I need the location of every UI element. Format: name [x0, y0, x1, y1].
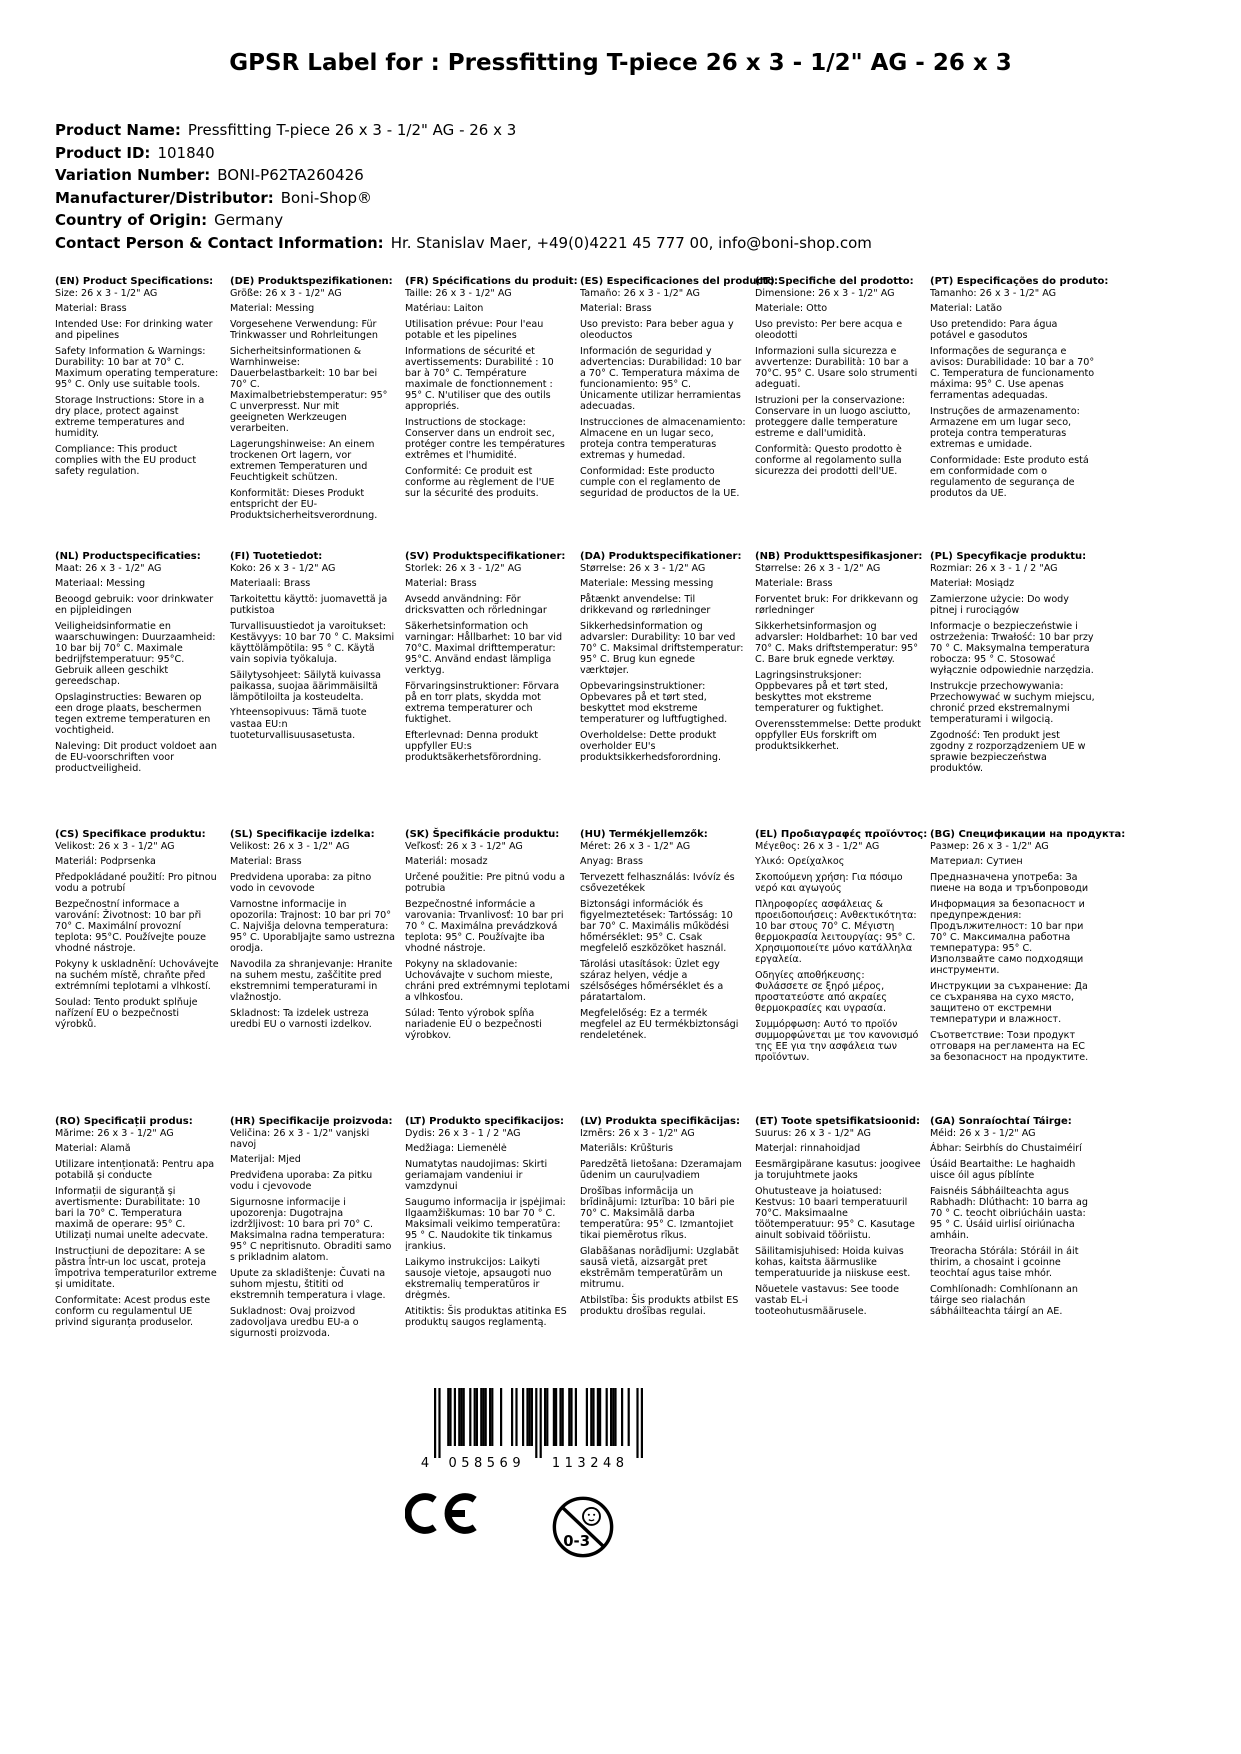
- spec-heading-es: (ES) Especificaciones del producto:: [580, 276, 779, 287]
- spec-paragraph: Pokyny na skladovanie: Uchovávajte v suchom mieste, chráni pred extrémnymi teplotami a vlhkosťou.: [405, 958, 570, 1004]
- spec-paragraph: Saugumo informacija ir įspėjimai: Ilgaamžiškumas: 10 bar 70 ° C. Maksimali veikimo temperatūra: 95 ° C. Naudokite tik tinkamus įrankius.: [405, 1196, 566, 1253]
- page-title: GPSR Label for : Pressfitting T-piece 26 x 3 - 1/2" AG - 26 x 3: [229, 50, 1012, 76]
- spec-paragraph: Atitiktis: Šis produktas atitinka ES produktų saugos reglamentą.: [405, 1305, 567, 1328]
- spec-heading-cs: (CS) Specifikace produktu:: [55, 829, 206, 840]
- spec-paragraph: Mărime: 26 x 3 - 1/2" AG: [55, 1127, 174, 1139]
- spec-paragraph: Rozmiar: 26 x 3 - 1 / 2 "AG: [930, 562, 1058, 574]
- spec-heading-fr: (FR) Spécifications du produit:: [405, 276, 578, 287]
- product-id-value: 101840: [157, 143, 215, 162]
- barcode-group1: 058569: [448, 1456, 526, 1470]
- spec-paragraph: Πληροφορίες ασφάλειας & προειδοποιήσεις: Ανθεκτικότητα: 10 bar στους 70° C. Μέγιστη θερμοκρασία λειτουργίας: 95° C. Χρησιμοποιείτε μόνο κατάλληλα εργαλεία.: [755, 898, 917, 966]
- spec-paragraph: Predvidena uporaba: za pitno vodo in cevovode: [230, 871, 372, 894]
- spec-paragraph: Informations de sécurité et avertissements: Durabilité : 10 bar à 70° C. Température maximale de fonctionnement : 95° C. N'utiliser que des outils appropriés.: [405, 345, 554, 413]
- contact-label: Contact Person & Contact Information:: [55, 233, 384, 252]
- spec-paragraph: Materiale: Messing messing: [580, 578, 714, 590]
- spec-paragraph: Υλικό: Ορείχαλκος: [755, 856, 845, 868]
- spec-block-cs: [55, 829, 230, 1116]
- spec-paragraph: Veličina: 26 x 3 - 1/2" vanjski navoj: [230, 1127, 370, 1150]
- spec-paragraph: Bezpečnostní informace a varování: Životnost: 10 bar při 70° C. Maximální provozní teplota: 95°C. Používejte pouze vhodné nástroje.: [55, 898, 207, 955]
- spec-block-it: [755, 276, 930, 551]
- spec-heading-bg: (BG) Спецификации на продукта:: [930, 829, 1126, 840]
- spec-heading-it: (IT) Specifiche del prodotto:: [755, 276, 914, 287]
- barcode-group2: 113248: [551, 1456, 629, 1470]
- spec-paragraph: Uso previsto: Per bere acqua e oleodotti: [755, 318, 903, 341]
- spec-paragraph: Größe: 26 x 3 - 1/2" AG: [230, 287, 342, 299]
- spec-heading-lt: (LT) Produkto specifikacijos:: [405, 1116, 565, 1127]
- spec-paragraph: Pokyny k uskladnění: Uchovávejte na suchém místě, chraňte před extrémními teplotami a vlhkostí.: [55, 958, 219, 992]
- spec-paragraph: Informații de siguranță și avertismente: Durabilitate: 10 bari la 70° C. Temperatura maximă de operare: 95° C. Utilizați numai unelte adecvate.: [55, 1185, 209, 1242]
- spec-paragraph: Istruzioni per la conservazione: Conservare in un luogo asciutto, proteggere dalle temperature estreme e dall'umidità.: [755, 394, 911, 439]
- spec-block-hu: [580, 829, 755, 1116]
- spec-heading-et: (ET) Toote spetsifikatsioonid:: [755, 1116, 921, 1127]
- product-info: [55, 119, 872, 254]
- spec-paragraph: Anyag: Brass: [580, 856, 643, 868]
- spec-paragraph: Size: 26 x 3 - 1/2" AG: [55, 287, 158, 299]
- spec-paragraph: Turvallisuustiedot ja varoitukset: Kestävyys: 10 bar 70 ° C. Maksimi käyttölämpötila: 95 ° C. Käytä vain sopivia työkaluja.: [230, 620, 395, 665]
- spec-block-nb: [755, 551, 930, 829]
- spec-paragraph: Vorgesehene Verwendung: Für Trinkwasser und Rohrleitungen: [230, 318, 378, 341]
- spec-block-et: [755, 1116, 930, 1390]
- spec-paragraph: Comhlíonadh: Comhlíonann an táirge seo rialachán sábháilteachta táirgí an AE.: [930, 1283, 1078, 1317]
- spec-paragraph: Medžiaga: Liemenėlė: [405, 1143, 507, 1155]
- manufacturer-value: Boni-Shop®: [280, 188, 373, 207]
- spec-paragraph: Materiāls: Krūšturis: [580, 1143, 674, 1155]
- spec-paragraph: Sigurnosne informacije i upozorenja: Dugotrajna izdržljivost: 10 bara pri 70° C. Maksimalna radna temperatura: 95° C nepritisnuto. Obraditi samo s prikladnim alatom.: [230, 1196, 392, 1264]
- spec-paragraph: Sicherheitsinformationen & Warnhinweise: Dauerbelastbarkeit: 10 bar bei 70° C. Maximalbetriebstemperatur: 95° C unverpresst. Nur mit geeigneten Werkzeugen verarbeiten.: [230, 345, 388, 435]
- spec-paragraph: Upute za skladištenje: Čuvati na suhom mjestu, štititi od ekstremnih temperatura i vlage.: [230, 1267, 386, 1302]
- spec-paragraph: Uso pretendido: Para água potável e gasodutos: [930, 318, 1058, 341]
- ean-barcode: [418, 1388, 658, 1474]
- spec-paragraph: Forventet bruk: For drikkevann og rørledninger: [755, 593, 919, 616]
- spec-paragraph: Påtænkt anvendelse: Til drikkevand og rørledninger: [580, 593, 711, 616]
- spec-paragraph: Compliance: This product complies with the EU product safety regulation.: [55, 443, 197, 477]
- spec-paragraph: Paredzētā lietošana: Dzeramajam ūdenim un cauruļvadiem: [580, 1158, 742, 1181]
- spec-paragraph: Předpokládané použití: Pro pitnou vodu a potrubí: [55, 871, 217, 894]
- barcode-left-digit: 4: [420, 1456, 430, 1470]
- spec-paragraph: Tervezett felhasználás: Ivóvíz és csővezetékek: [580, 871, 735, 894]
- spec-paragraph: Určené použitie: Pre pitnú vodu a potrubia: [405, 871, 565, 894]
- spec-block-da: [580, 551, 755, 829]
- spec-paragraph: Utilisation prévue: Pour l'eau potable et les pipelines: [405, 318, 544, 341]
- spec-paragraph: Informações de segurança e avisos: Durabilidade: 10 bar a 70° C. Temperatura de funcionamento máxima: 95° C. Use apenas ferramentas adequadas.: [930, 345, 1095, 402]
- spec-heading-hu: (HU) Termékjellemzők:: [580, 829, 708, 840]
- spec-block-pt: [930, 276, 1109, 551]
- spec-paragraph: Material: Alamă: [55, 1143, 131, 1155]
- spec-block-de: [230, 276, 405, 551]
- spec-paragraph: Yhteensopivuus: Tämä tuote vastaa EU:n tuoteturvallisuusasetusta.: [230, 707, 367, 741]
- spec-paragraph: Izmērs: 26 x 3 - 1/2" AG: [580, 1127, 695, 1139]
- age-warning: [549, 1492, 617, 1566]
- spec-paragraph: Οδηγίες αποθήκευσης: Φυλάσσετε σε ξηρό μέρος, προστατεύστε από ακραίες θερμοκρασίες και υγρασία.: [755, 969, 887, 1015]
- spec-block-fi: [230, 551, 405, 829]
- manufacturer-label: Manufacturer/Distributor:: [55, 188, 274, 207]
- spec-paragraph: Conformità: Questo prodotto è conforme al regolamento sulla sicurezza dei prodotti dell'UE.: [755, 443, 902, 477]
- spec-paragraph: Säkerhetsinformation och varningar: Hållbarhet: 10 bar vid 70°C. Maximal drifttemperatur: 95°C. Använd endast lämpliga verktyg.: [405, 620, 563, 677]
- spec-paragraph: Matériau: Laiton: [405, 303, 484, 315]
- spec-paragraph: Varnostne informacije in opozorila: Trajnost: 10 bar pri 70° C. Najvišja delovna temperatura: 95° C. Uporabljajte samo ustrezna orodja.: [230, 898, 395, 955]
- spec-block-ga: [930, 1116, 1105, 1390]
- spec-paragraph: Tamaño: 26 x 3 - 1/2" AG: [580, 287, 700, 299]
- spec-paragraph: Overensstemmelse: Dette produkt oppfyller EUs forskrift om produktsikkerhet.: [755, 718, 921, 752]
- spec-paragraph: Úsáid Beartaithe: Le haghaidh uisce óil agus píblínte: [930, 1158, 1076, 1181]
- spec-paragraph: Safety Information & Warnings: Durability: 10 bar at 70° C. Maximum operating temperature: 95° C. Only use suitable tools.: [55, 345, 219, 390]
- spec-paragraph: Conformidade: Este produto está em conformidade com o regulamento de segurança de produtos da UE.: [930, 454, 1089, 500]
- spec-block-lt: [405, 1116, 580, 1390]
- spec-block-lv: [580, 1116, 755, 1390]
- spec-paragraph: Súlad: Tento výrobok spĺňa nariadenie EÚ o bezpečnosti výrobkov.: [405, 1007, 542, 1041]
- spec-paragraph: Størrelse: 26 x 3 - 1/2" AG: [580, 562, 706, 574]
- spec-paragraph: Megfelelőség: Ez a termék megfelel az EU termékbiztonsági rendeletének.: [580, 1007, 739, 1041]
- spec-heading-sl: (SL) Specifikacije izdelka:: [230, 829, 375, 840]
- spec-paragraph: Predviđena uporaba: Za pitku vodu i cjevovode: [230, 1169, 373, 1193]
- spec-paragraph: Skladnost: Ta izdelek ustreza uredbi EU o varnosti izdelkov.: [230, 1007, 372, 1030]
- spec-paragraph: Μέγεθος: 26 x 3 - 1/2" AG: [755, 840, 880, 852]
- spec-paragraph: Material: Messing: [230, 303, 315, 315]
- spec-paragraph: Dimensione: 26 x 3 - 1/2" AG: [755, 287, 895, 299]
- spec-heading-sv: (SV) Produktspecifikationer:: [405, 551, 566, 562]
- variation-number-row: [55, 164, 872, 187]
- spec-paragraph: Material: Latão: [930, 303, 1002, 315]
- country-of-origin-label: Country of Origin:: [55, 211, 208, 229]
- spec-paragraph: Instruções de armazenamento: Armazene em um lugar seco, proteja contra temperaturas extremas e umidade.: [930, 405, 1080, 451]
- spec-heading-ga: (GA) Sonraíochtaí Táirge:: [930, 1116, 1072, 1127]
- contact-value: Hr. Stanislav Maer, +49(0)4221 45 777 00, info@boni-shop.com: [390, 233, 872, 252]
- spec-paragraph: Størrelse: 26 x 3 - 1/2" AG: [755, 562, 881, 574]
- spec-heading-fi: (FI) Tuotetiedot:: [230, 551, 323, 562]
- spec-paragraph: Materiaali: Brass: [230, 578, 311, 590]
- spec-paragraph: Instrucciones de almacenamiento: Almacene en un lugar seco, proteja contra temperaturas extremas y humedad.: [580, 416, 746, 462]
- spec-heading-el: (EL) Προδιαγραφές προϊόντος:: [755, 829, 928, 840]
- product-name-value: Pressfitting T-piece 26 x 3 - 1/2" AG - 26 x 3: [187, 121, 517, 139]
- spec-paragraph: Instrukcje przechowywania: Przechowywać w suchym miejscu, chronić przed ekstremalnymi temperaturami i wilgocią.: [930, 680, 1095, 726]
- spec-heading-pl: (PL) Specyfikacje produktu:: [930, 551, 1087, 562]
- spec-paragraph: Uso previsto: Para beber agua y oleoductos: [580, 318, 734, 341]
- spec-paragraph: Tarkoitettu käyttö: juomavettä ja putkistoa: [230, 593, 388, 616]
- spec-paragraph: Atbilstība: Šis produkts atbilst ES produktu drošības regulai.: [580, 1294, 739, 1317]
- spec-paragraph: Storage Instructions: Store in a dry place, protect against extreme temperatures and humidity.: [55, 394, 205, 439]
- spec-paragraph: Laikymo instrukcijos: Laikyti sausoje vietoje, apsaugoti nuo ekstremalių temperatūros ir drėgmės.: [405, 1256, 552, 1302]
- spec-paragraph: Méid: 26 x 3 - 1/2" AG: [930, 1127, 1036, 1139]
- spec-paragraph: Materjal: rinnahoidjad: [755, 1143, 861, 1155]
- spec-paragraph: Инструкции за съхранение: Да се съхранява на сухо място, защитено от екстремни температури и влажност.: [930, 980, 1088, 1026]
- spec-paragraph: Maat: 26 x 3 - 1/2" AG: [55, 562, 162, 574]
- spec-paragraph: Conformidad: Este producto cumple con el reglamento de seguridad de productos de la UE.: [580, 465, 740, 500]
- spec-paragraph: Veiligheidsinformatie en waarschuwingen: Duurzaamheid: 10 bar bij 70° C. Maximale bedrijfstemperatuur: 95°C. Gebruik alleen geschikt gereedschap.: [55, 620, 216, 688]
- age-warning-icon: [549, 1492, 617, 1562]
- spec-paragraph: Instrucțiuni de depozitare: A se păstra într-un loc uscat, proteja împotriva temperaturilor extreme și umiditate.: [55, 1245, 217, 1291]
- spec-block-hr: [230, 1116, 405, 1390]
- spec-paragraph: Bezpečnostné informácie a varovania: Trvanlivosť: 10 bar pri 70 ° C. Maximálna prevádzková teplota: 95° C. Používajte iba vhodné nástroje.: [405, 898, 564, 955]
- spec-paragraph: Предназначена употреба: За пиене на вода и тръбопроводи: [930, 871, 1089, 894]
- spec-paragraph: Información de seguridad y advertencias: Durabilidad: 10 bar a 70° C. Temperatura máxima de funcionamiento: 95° C. Únicamente utilizar herramientas adecuadas.: [580, 345, 742, 413]
- spec-heading-da: (DA) Produktspecifikationer:: [580, 551, 742, 562]
- spec-block-ro: [55, 1116, 230, 1390]
- spec-heading-de: (DE) Produktspezifikationen:: [230, 276, 393, 287]
- spec-paragraph: Informazioni sulla sicurezza e avvertenze: Durabilità: 10 bar a 70°C. 95° C. Usare solo strumenti adeguati.: [755, 345, 918, 390]
- spec-paragraph: Säilitamisjuhised: Hoida kuivas kohas, kaitsta äärmuslike temperatuuride ja niiskuse eest.: [755, 1245, 911, 1279]
- spec-heading-nb: (NB) Produkttspesifikasjoner:: [755, 551, 923, 562]
- spec-paragraph: Intended Use: For drinking water and pipelines: [55, 318, 213, 341]
- spec-paragraph: Beoogd gebruik: voor drinkwater en pijpleidingen: [55, 593, 214, 616]
- spec-paragraph: Sukladnost: Ovaj proizvod zadovoljava uredbu EU-a o sigurnosti proizvoda.: [230, 1305, 359, 1340]
- country-of-origin-row: [55, 209, 872, 232]
- spec-paragraph: Overholdelse: Dette produkt overholder EU's produktsikkerhedsforordning.: [580, 729, 722, 763]
- spec-paragraph: Material: Brass: [230, 856, 302, 868]
- spec-paragraph: Materijal: Mjed: [230, 1154, 301, 1166]
- spec-paragraph: Opslaginstructies: Bewaren op een droge plaats, beschermen tegen extreme temperaturen en vochtigheid.: [55, 691, 211, 737]
- spec-heading-en: (EN) Product Specifications:: [55, 276, 214, 287]
- spec-block-en: [55, 276, 230, 551]
- product-name-row: [55, 119, 872, 142]
- spec-paragraph: Размер: 26 x 3 - 1/2" AG: [930, 840, 1049, 852]
- spec-paragraph: Soulad: Tento produkt splňuje nařízení EU o bezpečnosti výrobků.: [55, 996, 198, 1030]
- spec-paragraph: Veľkosť: 26 x 3 - 1/2" AG: [405, 840, 523, 852]
- spec-paragraph: Zamierzone użycie: Do wody pitnej i rurociągów: [930, 593, 1069, 616]
- spec-block-sl: [230, 829, 405, 1116]
- spec-paragraph: Treoracha Stórála: Stóráil in áit thirim, a chosaint i gcoinne teochtaí agus taise mhór.: [930, 1245, 1079, 1279]
- spec-paragraph: Material: Brass: [405, 578, 477, 590]
- spec-paragraph: Avsedd användning: För dricksvatten och rörledningar: [405, 593, 547, 616]
- spec-paragraph: Material: Brass: [55, 303, 127, 315]
- spec-paragraph: Nõuetele vastavus: See toode vastab EL-i tooteohutusmäärusele.: [755, 1283, 899, 1317]
- country-of-origin-value: Germany: [214, 211, 284, 229]
- spec-paragraph: Taille: 26 x 3 - 1/2" AG: [405, 287, 512, 299]
- manufacturer-row: [55, 187, 872, 210]
- spec-paragraph: Förvaringsinstruktioner: Förvara på en torr plats, skydda mot extrema temperaturer och fuktighet.: [405, 680, 560, 726]
- spec-paragraph: Ohutusteave ja hoiatused: Kestvus: 10 baari temperatuuril 70°C. Maksimaalne töötemperatuur: 95° C. Kasutage ainult sobivaid tööriistu.: [755, 1185, 915, 1242]
- age-warning-label: 0-3: [563, 1533, 591, 1551]
- spec-block-sk: [405, 829, 580, 1116]
- spec-paragraph: Dydis: 26 x 3 - 1 / 2 "AG: [405, 1127, 521, 1139]
- spec-paragraph: Materiaal: Messing: [55, 578, 146, 590]
- spec-paragraph: Materiál: Podprsenka: [55, 856, 156, 868]
- spec-paragraph: Sikkerhedsinformation og advarsler: Durability: 10 bar ved 70° C. Maksimal driftstemperatur: 95° C. Brug kun egnede værktøjer.: [580, 620, 744, 677]
- spec-heading-hr: (HR) Specifikacije proizvoda:: [230, 1116, 393, 1127]
- spec-paragraph: Tamanho: 26 x 3 - 1/2" AG: [930, 287, 1057, 299]
- spec-paragraph: Utilizare intenționată: Pentru apa potabilă și conducte: [55, 1158, 215, 1181]
- spec-paragraph: Материал: Сутиен: [930, 856, 1023, 868]
- variation-number-label: Variation Number:: [55, 166, 211, 184]
- spec-paragraph: Σκοπούμενη χρήση: Για πόσιμο νερό και αγωγούς: [755, 871, 903, 894]
- spec-paragraph: Efterlevnad: Denna produkt uppfyller EU:s produktsäkerhetsförordning.: [405, 729, 542, 763]
- spec-block-sv: [405, 551, 580, 829]
- spec-paragraph: Instructions de stockage: Conserver dans un endroit sec, protéger contre les températures extrêmes et l'humidité.: [405, 416, 565, 462]
- spec-paragraph: Säilytysohjeet: Säilytä kuivassa paikassa, suojaa äärimmäisiltä lämpötiloilta ja kosteudelta.: [230, 669, 381, 703]
- spec-block-nl: [55, 551, 230, 829]
- contact-row: [55, 232, 872, 255]
- ean-barcode-svg: [418, 1388, 658, 1470]
- spec-paragraph: Materiale: Brass: [755, 578, 833, 590]
- spec-paragraph: Materiál: mosadz: [405, 856, 488, 868]
- spec-heading-ro: (RO) Specificații produs:: [55, 1116, 193, 1127]
- spec-paragraph: Navodila za shranjevanje: Hranite na suhem mestu, zaščitite pred ekstremnimi temperaturami in vlažnostjo.: [230, 958, 393, 1004]
- spec-paragraph: Sikkerhetsinformasjon og advarsler: Holdbarhet: 10 bar ved 70° C. Maks driftstemperatur: 95° C. Bare bruk egnede verktøy.: [755, 620, 919, 665]
- variation-number-value: BONI-P62TA260426: [217, 166, 364, 184]
- spec-paragraph: Opbevaringsinstruktioner: Opbevares på et tørt sted, beskyttet mod ekstreme temperaturer og luftfugtighed.: [580, 680, 728, 726]
- spec-heading-lv: (LV) Produkta specifikācijas:: [580, 1116, 740, 1127]
- spec-block-el: [755, 829, 930, 1116]
- spec-paragraph: Konformität: Dieses Produkt entspricht der EU-Produktsicherheitsverordnung.: [230, 488, 378, 522]
- spec-paragraph: Méret: 26 x 3 - 1/2" AG: [580, 840, 691, 852]
- spec-heading-pt: (PT) Especificações do produto:: [930, 276, 1109, 287]
- spec-paragraph: Συμμόρφωση: Αυτό το προϊόν συμμορφώνεται με τον κανονισμό της ΕΕ για την ασφάλεια των προϊόντων.: [755, 1018, 919, 1064]
- spec-paragraph: Storlek: 26 x 3 - 1/2" AG: [405, 562, 522, 574]
- product-id-row: [55, 142, 872, 165]
- spec-paragraph: Zgodność: Ten produkt jest zgodny z rozporządzeniem UE w sprawie bezpieczeństwa produktów.: [930, 729, 1086, 775]
- spec-heading-sk: (SK) Špecifikácie produktu:: [405, 829, 560, 840]
- product-name-label: Product Name:: [55, 121, 181, 139]
- spec-paragraph: Glabāšanas norādījumi: Uzglabāt sausā vietā, aizsargāt pret ekstrēmām temperatūrām un mitrumu.: [580, 1245, 739, 1291]
- spec-block-fr: [405, 276, 580, 551]
- baby-face-icon: [583, 1508, 600, 1525]
- spec-paragraph: Suurus: 26 x 3 - 1/2" AG: [755, 1127, 871, 1139]
- spec-paragraph: Ábhar: Seirbhís do Chustaiméirí: [930, 1143, 1082, 1155]
- spec-heading-nl: (NL) Productspecificaties:: [55, 551, 201, 562]
- spec-paragraph: Informacje o bezpieczeństwie i ostrzeżenia: Trwałość: 10 bar przy 70 ° C. Maksymalna temperatura robocza: 95 ° C. Stosować wyłącznie odpowiednie narzędzia.: [930, 620, 1094, 677]
- spec-block-es: [580, 276, 779, 551]
- spec-paragraph: Lagerungshinweise: An einem trockenen Ort lagern, vor extremen Temperaturen und Feuchtigkeit schützen.: [230, 439, 375, 484]
- ce-mark: [405, 1490, 485, 1541]
- spec-paragraph: Conformitate: Acest produs este conform cu regulamentul UE privind siguranța produselor.: [55, 1294, 211, 1328]
- ce-mark-icon: [405, 1490, 485, 1537]
- spec-paragraph: Velikost: 26 x 3 - 1/2" AG: [55, 840, 175, 852]
- spec-paragraph: Lagringsinstruksjoner: Oppbevares på et tørt sted, beskyttes mot ekstreme temperaturer og fuktighet.: [755, 669, 888, 714]
- spec-paragraph: Biztonsági információk és figyelmeztetések: Tartósság: 10 bar 70° C. Maximális működési hőmérséklet: 95° C. Csak megfelelő eszközöket használ.: [580, 898, 733, 955]
- spec-paragraph: Naleving: Dit product voldoet aan de EU-voorschriften voor productveiligheid.: [55, 740, 217, 775]
- spec-paragraph: Koko: 26 x 3 - 1/2" AG: [230, 562, 336, 574]
- spec-paragraph: Materiał: Mosiądz: [930, 578, 1015, 590]
- spec-block-pl: [930, 551, 1105, 829]
- spec-paragraph: Numatytas naudojimas: Skirti geriamajam vandeniui ir vamzdynui: [405, 1158, 548, 1193]
- spec-paragraph: Conformité: Ce produit est conforme au règlement de l'UE sur la sécurité des produits.: [405, 465, 555, 500]
- product-id-label: Product ID:: [55, 143, 151, 162]
- spec-paragraph: Tárolási utasítások: Üzlet egy száraz helyen, védje a szélsőséges hőmérséklet és a páratartalom.: [580, 958, 724, 1004]
- spec-grid: [55, 276, 1126, 1390]
- spec-block-bg: [930, 829, 1126, 1116]
- spec-paragraph: Velikost: 26 x 3 - 1/2" AG: [230, 840, 350, 852]
- spec-paragraph: Информация за безопасност и предупреждения: Продължителност: 10 bar при 70° C. Максимална работна температура: 95° C. Използвайте само подходящи инструменти.: [930, 898, 1085, 977]
- spec-paragraph: Materiale: Otto: [755, 303, 828, 315]
- spec-paragraph: Eesmärgipärane kasutus: joogivee ja torujuhtmete jaoks: [755, 1158, 921, 1181]
- spec-paragraph: Съответствие: Този продукт отговаря на регламента на ЕС за безопасност на продуктите.: [930, 1029, 1089, 1064]
- spec-paragraph: Faisnéis Sábháilteachta agus Rabhadh: Dlúthacht: 10 barra ag 70 ° C. teocht oibriúcháin uasta: 95 ° C. Úsáid uirlisí oiriúnacha amháin.: [930, 1185, 1088, 1242]
- spec-paragraph: Material: Brass: [580, 303, 652, 315]
- spec-paragraph: Drošības informācija un brīdinājumi: Izturība: 10 bāri pie 70° C. Maksimālā darba temperatūra: 95° C. Izmantojiet tikai piemērotus rīkus.: [580, 1185, 735, 1242]
